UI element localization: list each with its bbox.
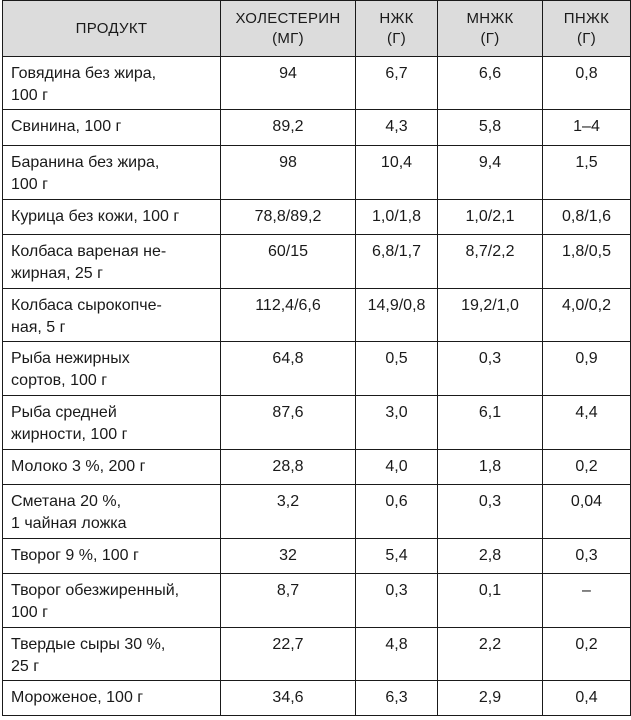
cell-pufa: 0,2 (543, 628, 631, 681)
table-row (3, 342, 631, 396)
cell-mufa: 9,4 (438, 146, 543, 200)
cell-pufa: 0,8 (543, 57, 631, 110)
table-row (3, 110, 631, 146)
cell-pufa: 0,3 (543, 539, 631, 574)
nutrition-table (2, 0, 631, 716)
header-unit: (Г) (576, 29, 596, 47)
cell-sfa: 0,6 (356, 485, 438, 539)
cell-pufa: 4,0/0,2 (543, 289, 631, 342)
cell-sfa: 0,3 (356, 574, 438, 628)
cell-mufa: 5,8 (438, 110, 543, 146)
table-row (3, 450, 631, 485)
cell-sfa: 4,3 (356, 110, 438, 146)
cell-mufa: 2,2 (438, 628, 543, 681)
cell-mufa: 6,6 (438, 57, 543, 110)
cell-sfa: 6,7 (356, 57, 438, 110)
header-product (3, 1, 221, 57)
cell-pufa: 1,5 (543, 146, 631, 200)
cell-mufa: 0,3 (438, 485, 543, 539)
cell-cholesterol: 3,2 (221, 485, 356, 539)
cell-cholesterol: 89,2 (221, 110, 356, 146)
header-label: НЖК (379, 9, 414, 27)
cell-product: Твердые сыры 30 %, 25 г (3, 628, 221, 681)
cell-product: Рыба средней жирности, 100 г (3, 396, 221, 450)
table-row (3, 396, 631, 450)
cell-sfa: 14,9/0,8 (356, 289, 438, 342)
cell-pufa: 4,4 (543, 396, 631, 450)
cell-product: Молоко 3 %, 200 г (3, 450, 221, 485)
cell-cholesterol: 64,8 (221, 342, 356, 396)
table-row (3, 235, 631, 289)
table-row (3, 539, 631, 574)
cell-product: Говядина без жира, 100 г (3, 57, 221, 110)
cell-mufa: 8,7/2,2 (438, 235, 543, 289)
cell-mufa: 2,9 (438, 681, 543, 716)
cell-cholesterol: 34,6 (221, 681, 356, 716)
cell-sfa: 5,4 (356, 539, 438, 574)
table-row (3, 57, 631, 110)
cell-cholesterol: 98 (221, 146, 356, 200)
table-row (3, 146, 631, 200)
header-unit: (Г) (386, 29, 406, 47)
header-cholesterol (221, 1, 356, 57)
table-row (3, 289, 631, 342)
cell-pufa: 0,9 (543, 342, 631, 396)
cell-cholesterol: 22,7 (221, 628, 356, 681)
header-label: МНЖК (466, 9, 514, 27)
header-label: ПРОДУКТ (75, 19, 148, 37)
cell-mufa: 6,1 (438, 396, 543, 450)
cell-mufa: 0,1 (438, 574, 543, 628)
cell-cholesterol: 87,6 (221, 396, 356, 450)
cell-product: Рыба нежирных сортов, 100 г (3, 342, 221, 396)
cell-product: Сметана 20 %, 1 чайная ложка (3, 485, 221, 539)
table-row (3, 628, 631, 681)
cell-mufa: 0,3 (438, 342, 543, 396)
table-row (3, 681, 631, 716)
cell-cholesterol: 28,8 (221, 450, 356, 485)
cell-sfa: 4,0 (356, 450, 438, 485)
header-label: ХОЛЕСТЕРИН (235, 9, 341, 27)
cell-product: Колбаса сырокопче- ная, 5 г (3, 289, 221, 342)
header-mufa (438, 1, 543, 57)
cell-cholesterol: 112,4/6,6 (221, 289, 356, 342)
cell-cholesterol: 78,8/89,2 (221, 200, 356, 235)
header-sfa (356, 1, 438, 57)
table-row (3, 574, 631, 628)
header-unit: (МГ) (272, 29, 304, 47)
cell-pufa: 1–4 (543, 110, 631, 146)
cell-sfa: 0,5 (356, 342, 438, 396)
cell-product: Мороженое, 100 г (3, 681, 221, 716)
cell-pufa: 1,8/0,5 (543, 235, 631, 289)
cell-product: Колбаса вареная не- жирная, 25 г (3, 235, 221, 289)
cell-product: Творог обезжиренный, 100 г (3, 574, 221, 628)
cell-mufa: 1,0/2,1 (438, 200, 543, 235)
cell-pufa: 0,4 (543, 681, 631, 716)
cell-cholesterol: 8,7 (221, 574, 356, 628)
cell-mufa: 2,8 (438, 539, 543, 574)
cell-sfa: 3,0 (356, 396, 438, 450)
cell-product: Баранина без жира, 100 г (3, 146, 221, 200)
cell-sfa: 6,8/1,7 (356, 235, 438, 289)
cell-cholesterol: 32 (221, 539, 356, 574)
table-row (3, 200, 631, 235)
cell-pufa: 0,2 (543, 450, 631, 485)
cell-sfa: 4,8 (356, 628, 438, 681)
table-header-row (3, 1, 631, 57)
cell-pufa: 0,8/1,6 (543, 200, 631, 235)
cell-product: Свинина, 100 г (3, 110, 221, 146)
header-unit: (Г) (480, 29, 500, 47)
header-pufa (543, 1, 631, 57)
cell-sfa: 1,0/1,8 (356, 200, 438, 235)
cell-product: Творог 9 %, 100 г (3, 539, 221, 574)
cell-pufa: 0,04 (543, 485, 631, 539)
table-body (3, 57, 631, 716)
cell-mufa: 1,8 (438, 450, 543, 485)
cell-sfa: 10,4 (356, 146, 438, 200)
cell-mufa: 19,2/1,0 (438, 289, 543, 342)
cell-sfa: 6,3 (356, 681, 438, 716)
cell-pufa: – (543, 574, 631, 628)
cell-cholesterol: 94 (221, 57, 356, 110)
header-label: ПНЖК (563, 9, 610, 27)
table-row (3, 485, 631, 539)
cell-product: Курица без кожи, 100 г (3, 200, 221, 235)
cell-cholesterol: 60/15 (221, 235, 356, 289)
